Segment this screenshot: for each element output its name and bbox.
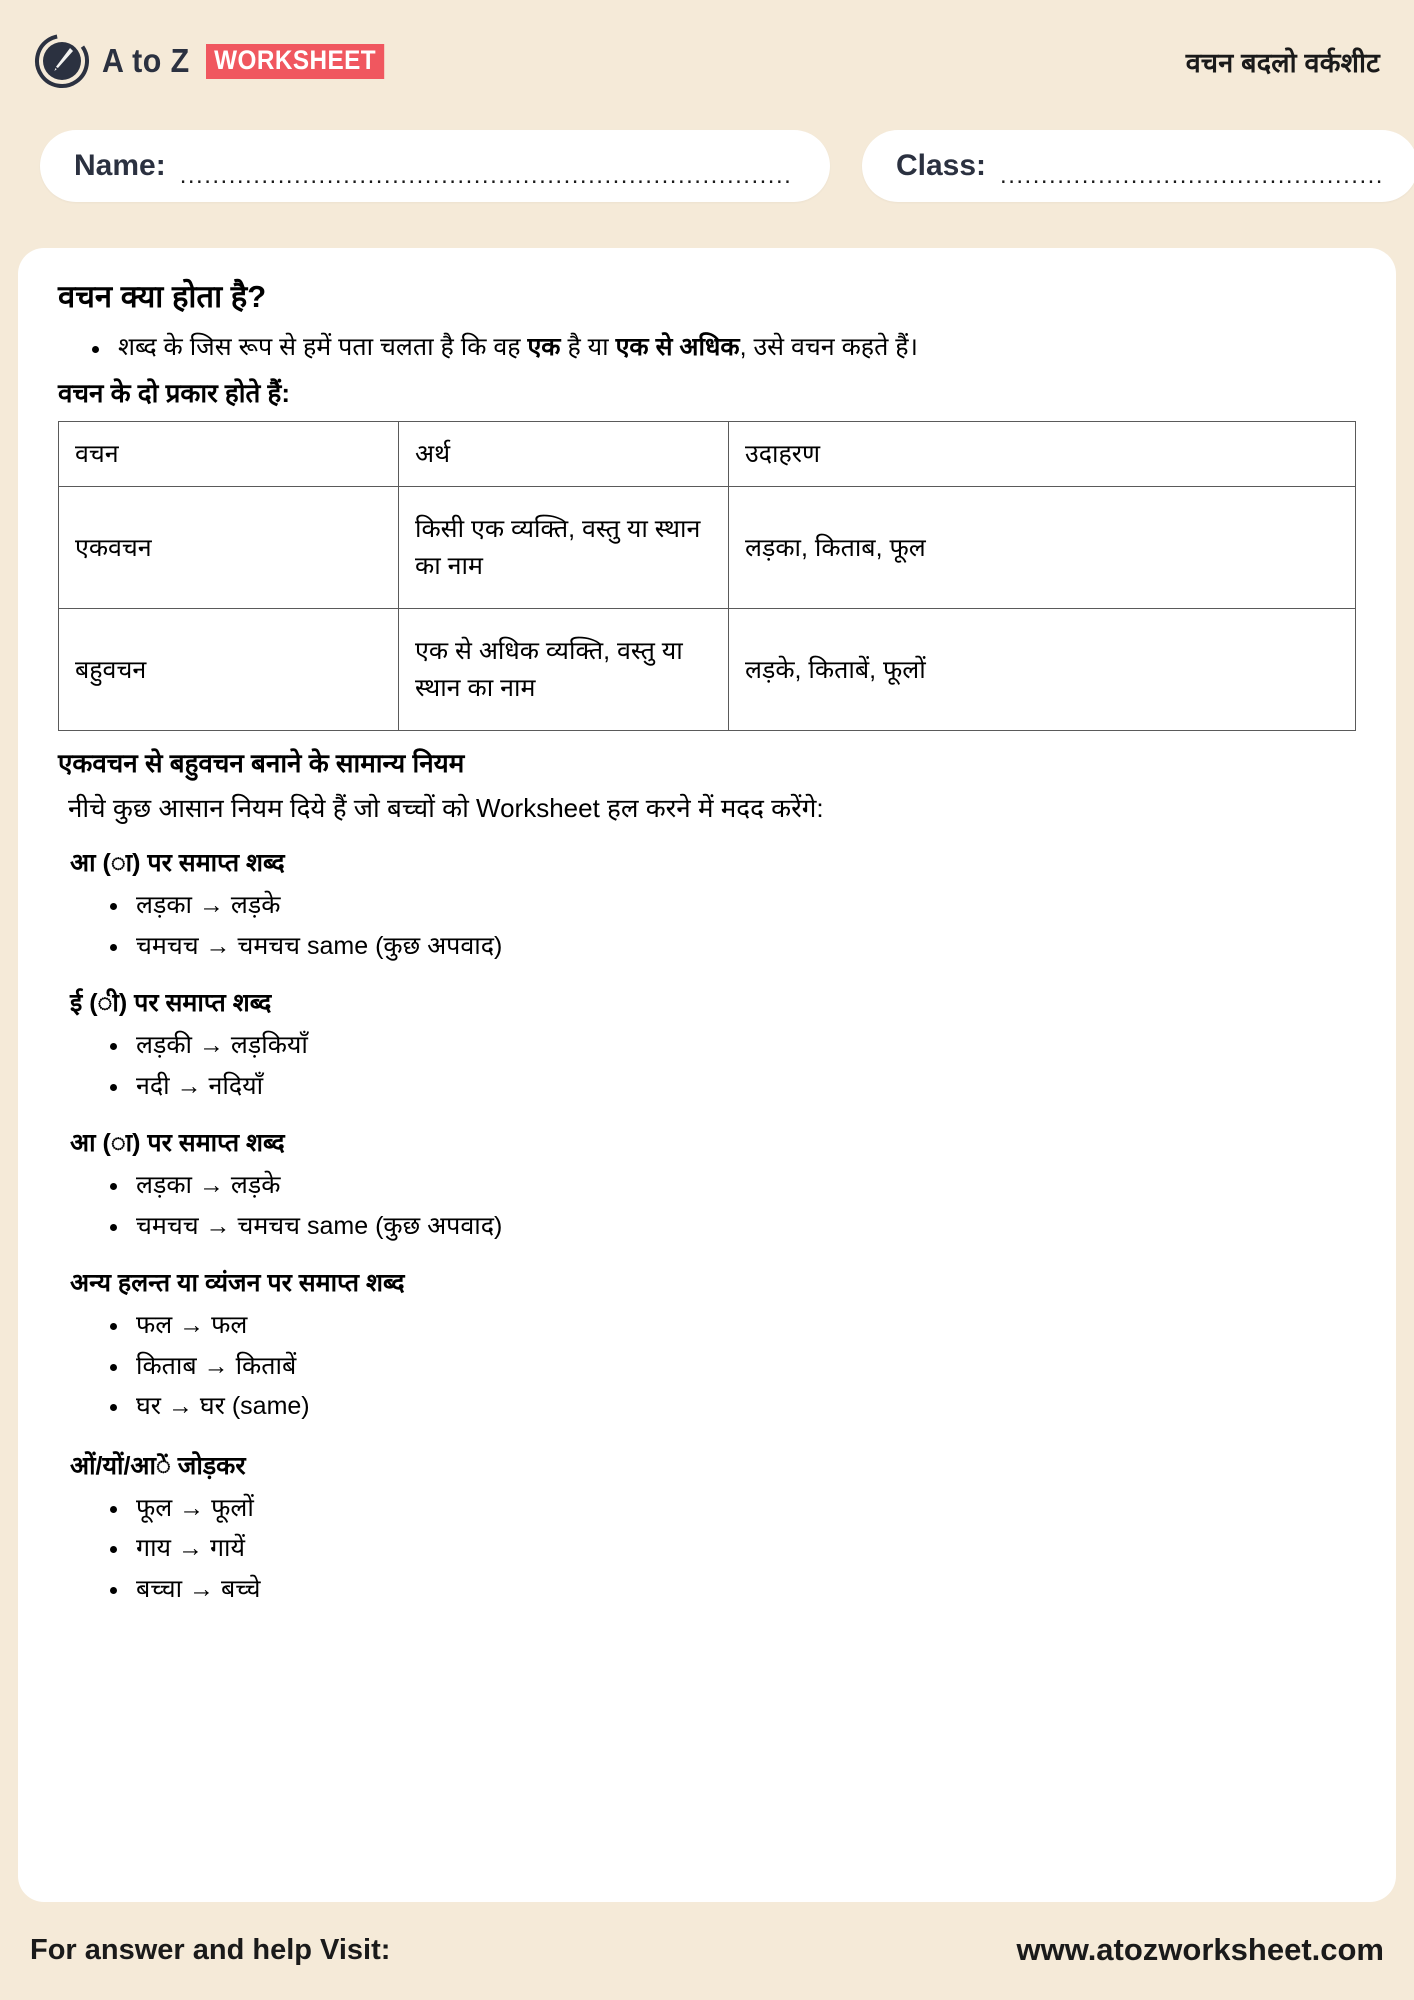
definition-bold2: एक से अधिक <box>615 332 740 361</box>
rule-section <box>58 986 1356 1106</box>
list-item: लड़का → लड़के <box>106 885 1356 926</box>
row-type-singular: एकवचन <box>59 487 399 609</box>
rule-section-title: आ (◌ा) पर समाप्त शब्द <box>70 849 285 878</box>
brand-logo <box>34 33 404 89</box>
page-header <box>0 22 1414 100</box>
rule-examples-list <box>106 1488 1356 1610</box>
rules-subtitle: नीचे कुछ आसान नियम दिये हैं जो बच्चों को Worksheet हल करने में मदद करेंगे: <box>68 792 824 823</box>
brand-name: A to Z <box>102 42 190 79</box>
worksheet-body <box>18 248 1396 1902</box>
brand-tag: WORKSHEET <box>206 44 384 79</box>
rule-examples-list <box>106 1165 1356 1246</box>
table-header-meaning: अर्थ <box>399 421 729 486</box>
name-label: Name: <box>74 149 166 182</box>
list-item: नदी → नदियाँ <box>106 1066 1356 1107</box>
row-meaning-singular: किसी एक व्यक्ति, वस्तु या स्थान का नाम <box>399 487 729 609</box>
table-header-vachan: वचन <box>59 421 399 486</box>
definition-bullet <box>88 328 1356 367</box>
list-item: चमचच → चमचच same (कुछ अपवाद) <box>106 1206 1356 1247</box>
table-header-example: उदाहरण <box>729 421 1356 486</box>
class-dotted-line: ............................................... <box>1000 164 1384 188</box>
footer-help-text: For answer and help Visit: <box>30 1933 391 1966</box>
list-item: लड़का → लड़के <box>106 1165 1356 1206</box>
rule-examples-list <box>106 1305 1356 1427</box>
class-field[interactable] <box>862 130 1414 202</box>
section-heading-definition: वचन क्या होता है? <box>58 279 267 314</box>
row-meaning-plural: एक से अधिक व्यक्ति, वस्तु या स्थान का नाम <box>399 609 729 731</box>
rule-section-title: ई (◌ी) पर समाप्त शब्द <box>70 989 272 1018</box>
row-type-plural: बहुवचन <box>59 609 399 731</box>
definition-list <box>88 328 1356 367</box>
row-example-plural: लड़के, किताबें, फूलों <box>729 609 1356 731</box>
list-item: फल → फल <box>106 1305 1356 1346</box>
rule-sections <box>58 846 1356 1609</box>
student-fields <box>0 130 1414 202</box>
rule-section-title: ओं/यों/आ◌ें जोड़कर <box>70 1451 246 1480</box>
list-item: किताब → किताबें <box>106 1346 1356 1387</box>
definition-bold1: एक <box>527 332 561 361</box>
rule-section <box>58 846 1356 966</box>
list-item: फूल → फूलों <box>106 1488 1356 1529</box>
table-intro-text: वचन के दो प्रकार होते हैं: <box>58 377 290 408</box>
table-row <box>59 487 1356 609</box>
table-row <box>59 609 1356 731</box>
definition-part3: , उसे वचन कहते हैं। <box>739 332 919 361</box>
page-footer <box>0 1920 1414 1980</box>
rules-heading: एकवचन से बहुवचन बनाने के सामान्य नियम <box>58 748 465 779</box>
rule-section-title: आ (◌ा) पर समाप्त शब्द <box>70 1129 285 1158</box>
definition-part1: शब्द के जिस रूप से हमें पता चलता है कि वह <box>118 332 528 361</box>
rule-section <box>58 1126 1356 1246</box>
rule-section-title: अन्य हलन्त या व्यंजन पर समाप्त शब्द <box>70 1269 405 1298</box>
footer-website-url[interactable]: www.atozworksheet.com <box>1016 1932 1384 1967</box>
rule-section <box>58 1449 1356 1610</box>
list-item: घर → घर (same) <box>106 1386 1356 1427</box>
rule-examples-list <box>106 1025 1356 1106</box>
list-item: बच्चा → बच्चे <box>106 1569 1356 1610</box>
worksheet-title: वचन बदलो वर्कशीट <box>1185 47 1380 78</box>
rule-examples-list <box>106 885 1356 966</box>
list-item: लड़की → लड़कियाँ <box>106 1025 1356 1066</box>
name-field[interactable] <box>40 130 830 202</box>
vachan-types-table <box>58 421 1356 731</box>
definition-part2: है या <box>560 332 616 361</box>
rule-section <box>58 1266 1356 1427</box>
table-header-row <box>59 421 1356 486</box>
class-label: Class: <box>896 149 987 182</box>
row-example-singular: लड़का, किताब, फूल <box>729 487 1356 609</box>
name-dotted-line: ........................................................................... <box>179 164 793 188</box>
list-item: चमचच → चमचच same (कुछ अपवाद) <box>106 926 1356 967</box>
pen-in-circle-icon <box>34 33 90 89</box>
list-item: गाय → गायें <box>106 1528 1356 1569</box>
